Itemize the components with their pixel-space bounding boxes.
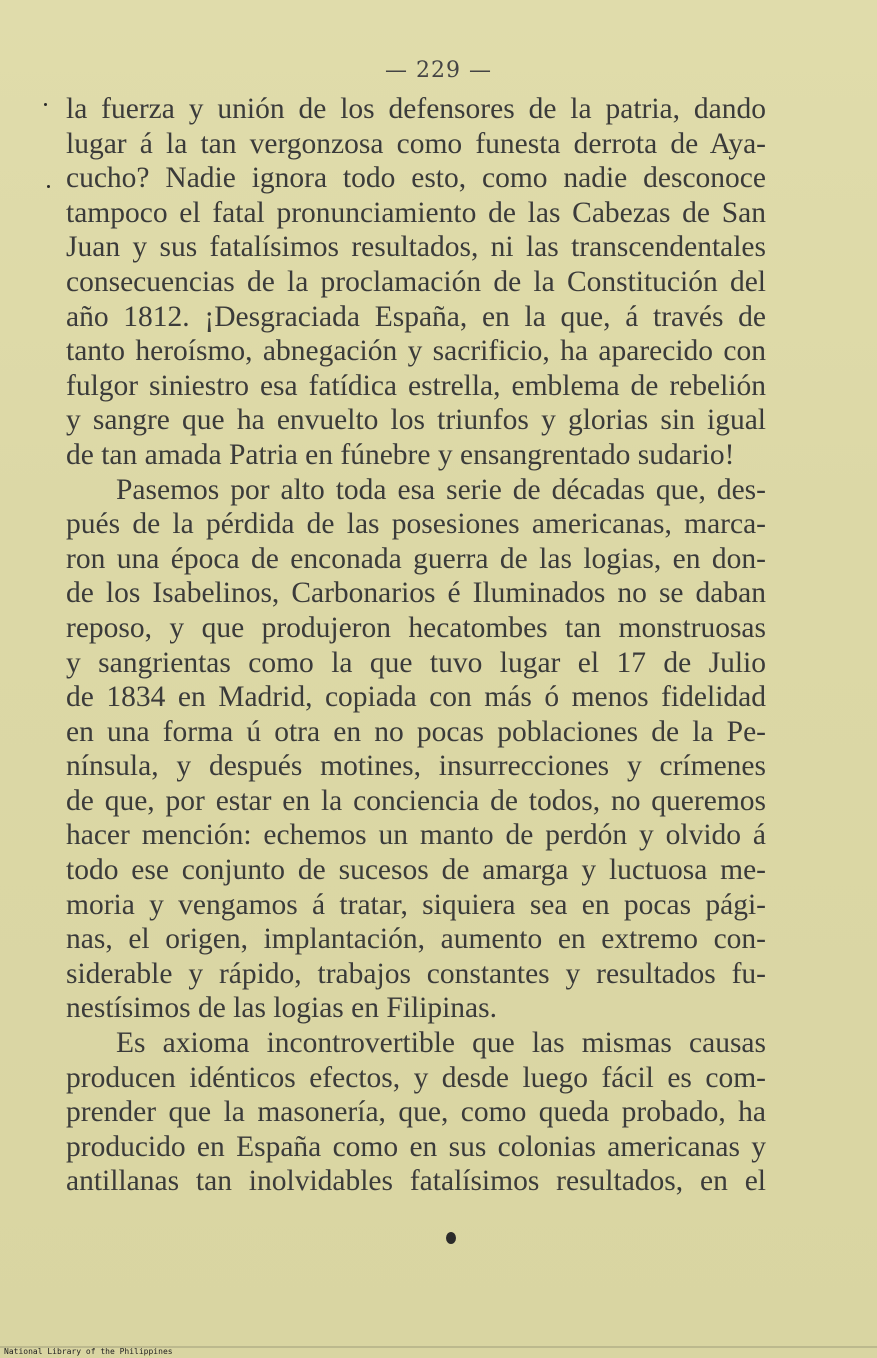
ink-speck-icon <box>446 1232 456 1244</box>
text-line: producido en España como en sus colonias americanas y <box>66 1130 766 1163</box>
text-line: antillanas tan inolvidables fatalísimos resultados, en el <box>66 1165 766 1198</box>
text-line: ron una época de enconada guerra de las logias, en don- <box>66 542 766 575</box>
text-line: Juan y sus fatalísimos resultados, ni las transcendentales <box>66 231 766 264</box>
ink-speck-icon <box>44 103 47 106</box>
text-line: de los Isabelinos, Carbonarios é Iluminados no se daban <box>66 577 766 610</box>
text-line: producen idénticos efectos, y desde luego fácil es com- <box>66 1061 766 1094</box>
text-line: todo ese conjunto de sucesos de amarga y luctuosa me- <box>66 854 766 887</box>
text-line: pués de la pérdida de las posesiones americanas, marca- <box>66 508 766 541</box>
text-line: fulgor siniestro esa fatídica estrella, emblema de rebelión <box>66 369 766 402</box>
text-line: tanto heroísmo, abnegación y sacrificio, ha aparecido con <box>66 335 766 368</box>
text-line: de 1834 en Madrid, copiada con más ó menos fidelidad <box>66 681 766 714</box>
text-line: Es axioma incontrovertible que las mismas causas <box>116 1027 766 1060</box>
text-line: siderable y rápido, trabajos constantes y resultados fu- <box>66 957 766 990</box>
text-line: año 1812. ¡Desgraciada España, en la que, á través de <box>66 300 766 333</box>
text-line: en una forma ú otra en no pocas poblaciones de la Pe- <box>66 715 766 748</box>
text-line: prender que la masonería, que, como queda probado, ha <box>66 1096 766 1129</box>
text-line: hacer mención: echemos un manto de perdón y olvido á <box>66 819 766 852</box>
page-number: — 229 — <box>385 58 492 83</box>
footer-credit: National Library of the Philippines <box>4 1347 173 1356</box>
text-line: cucho? Nadie ignora todo esto, como nadie desconoce <box>66 162 766 195</box>
text-line: consecuencias de la proclamación de la Constitución del <box>66 265 766 298</box>
text-line: la fuerza y unión de los defensores de la patria, dando <box>66 93 766 125</box>
text-line: tampoco el fatal pronunciamiento de las Cabezas de San <box>66 196 766 229</box>
ink-speck-icon <box>47 185 50 188</box>
text-line: Pasemos por alto toda esa serie de décadas que, des- <box>116 473 766 506</box>
text-line: reposo, y que produjeron hecatombes tan monstruosas <box>66 611 766 644</box>
text-line: moria y vengamos á tratar, siquiera sea en pocas pági- <box>66 888 766 921</box>
text-line: nas, el origen, implantación, aumento en extremo con- <box>66 923 766 956</box>
text-line: lugar á la tan vergonzosa como funesta derrota de Aya- <box>66 127 766 160</box>
text-line: de tan amada Patria en fúnebre y ensangrentado sudario! <box>66 438 735 471</box>
text-line: y sangre que ha envuelto los triunfos y glorias sin igual <box>66 404 766 437</box>
text-line: de que, por estar en la conciencia de todos, no queremos <box>66 784 766 817</box>
text-line: nestísimos de las logias en Filipinas. <box>66 992 498 1025</box>
text-line: nínsula, y después motines, insurrecciones y crímenes <box>66 750 766 783</box>
text-line: y sangrientas como la que tuvo lugar el 17 de Julio <box>66 646 766 679</box>
body-text <box>66 92 766 1199</box>
